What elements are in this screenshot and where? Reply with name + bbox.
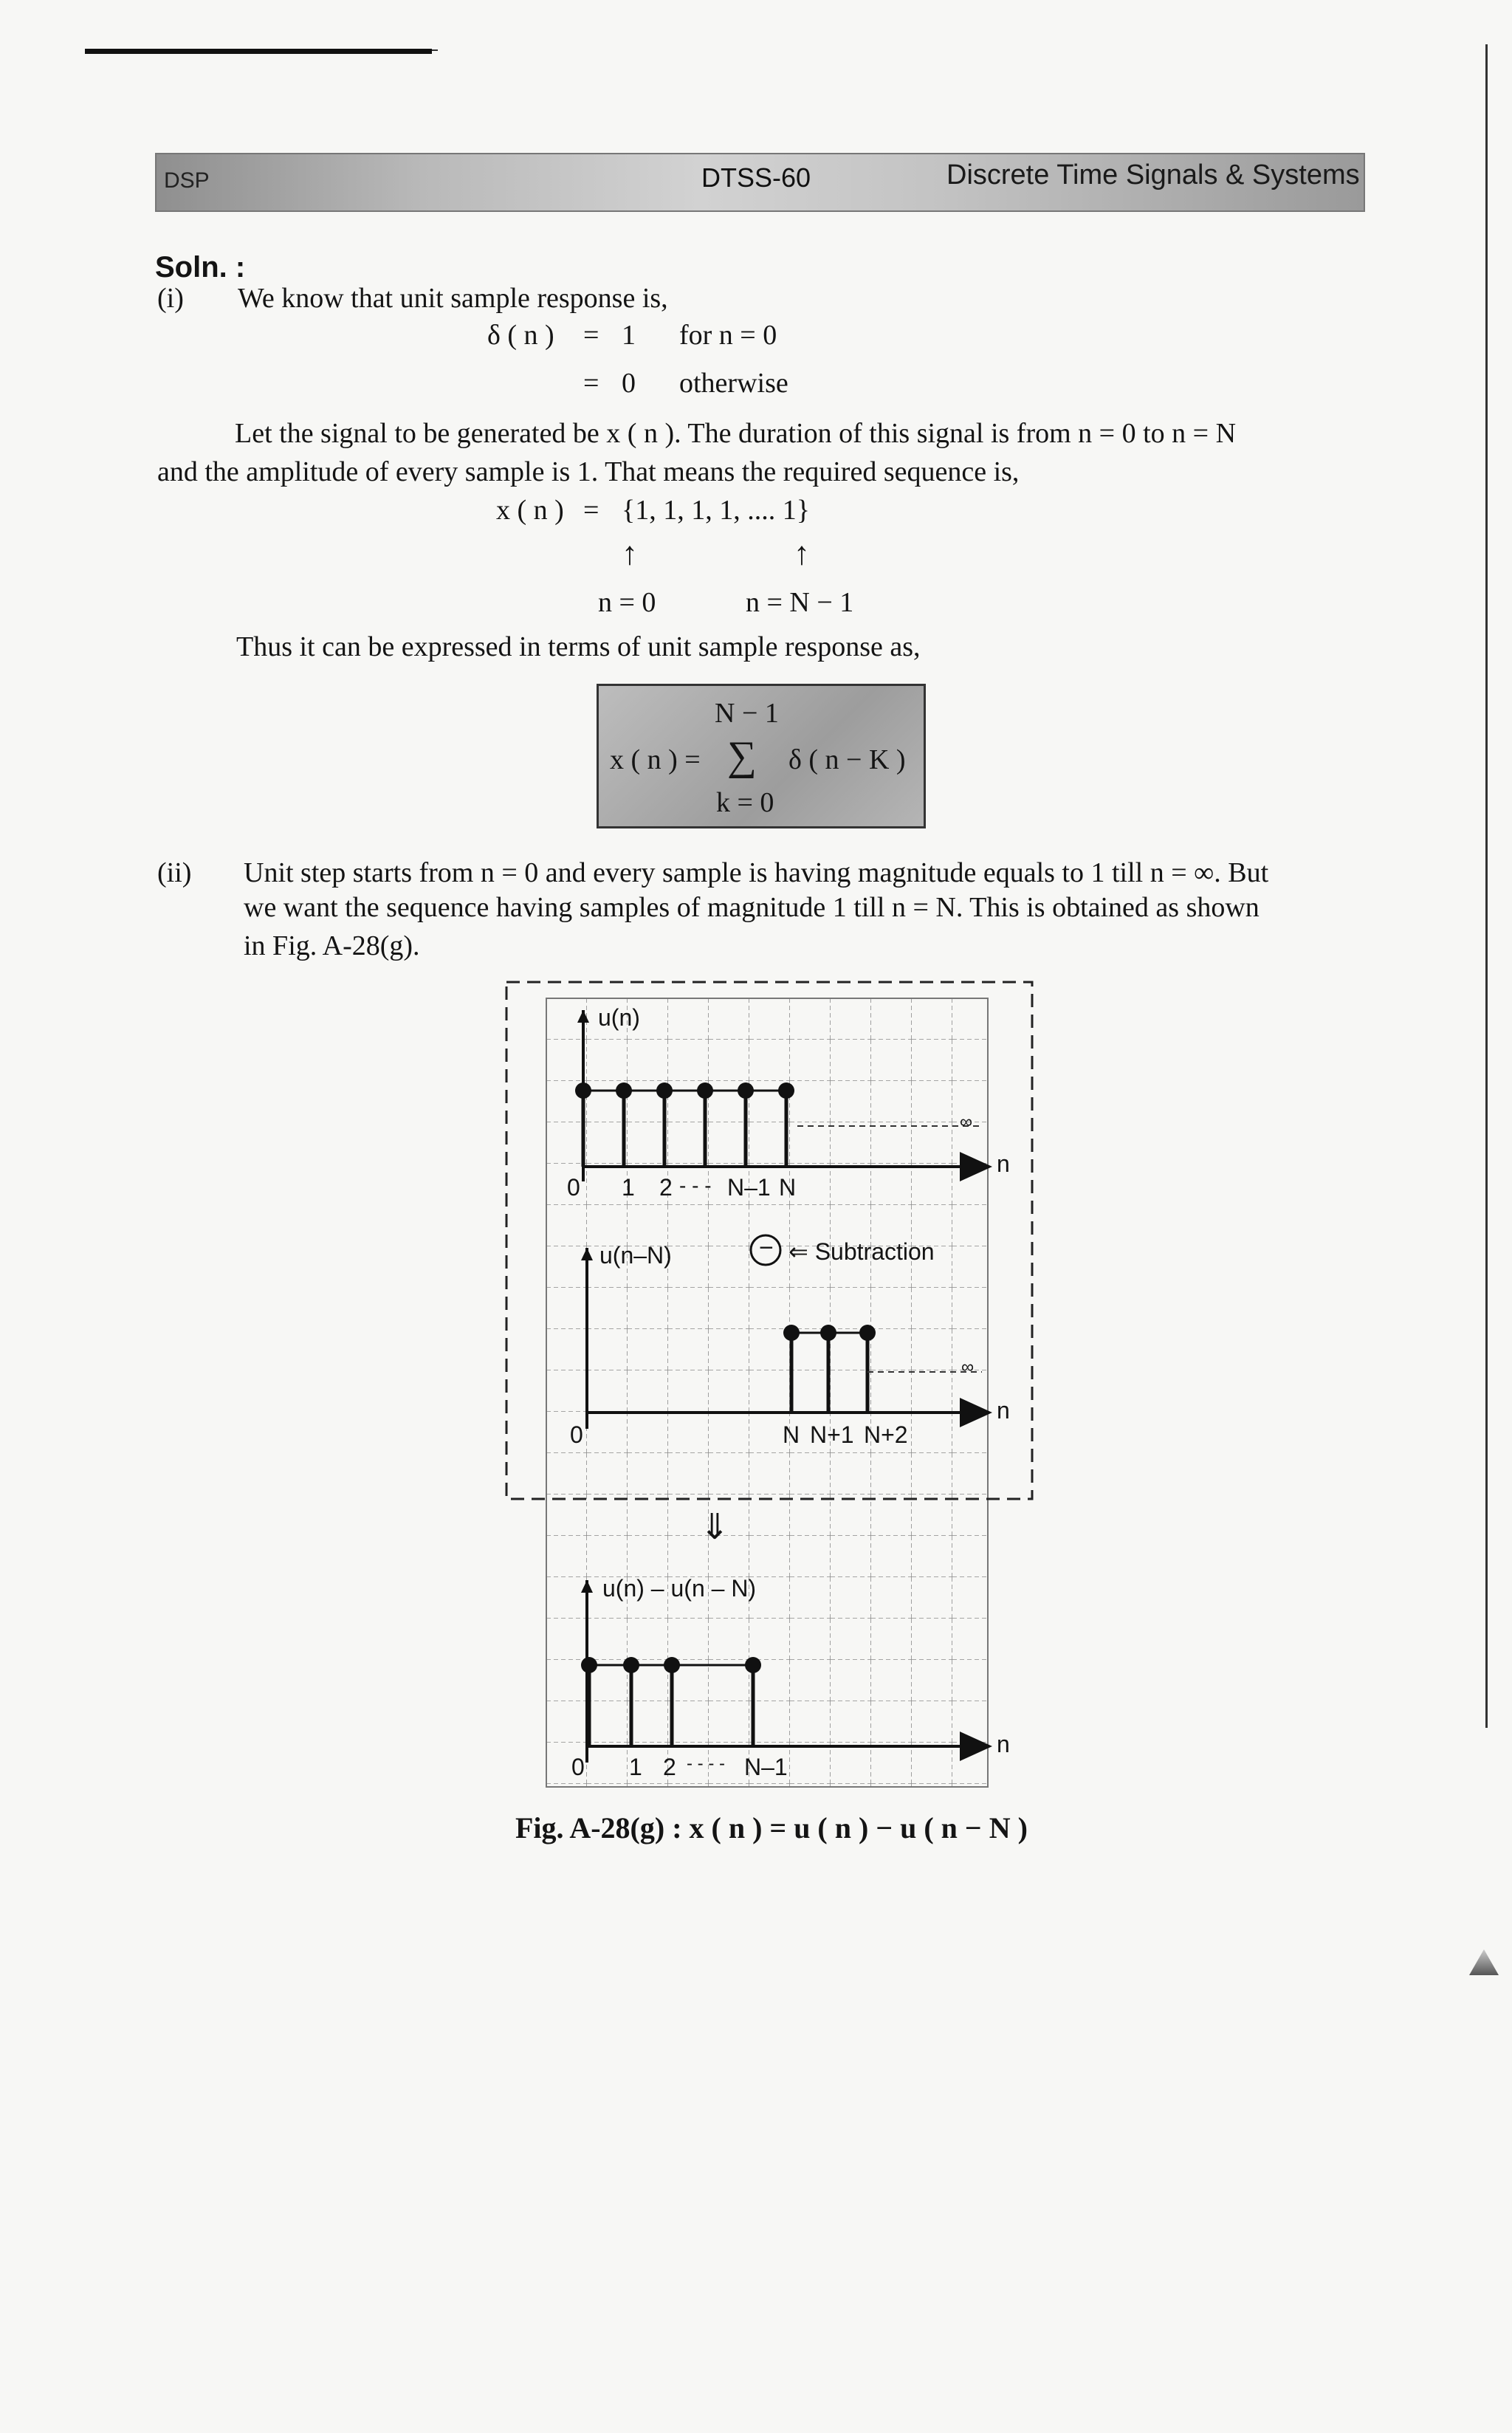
plot2-sample-dot-2	[859, 1325, 876, 1341]
plot1-sample-dot-2	[656, 1082, 673, 1099]
arrow-first-sample: ↑	[622, 535, 638, 572]
plot3-sample-dot-1	[623, 1657, 639, 1673]
plot3-tick-0: 0	[571, 1754, 585, 1780]
part2-line2: we want the sequence having samples of magnitude 1 till n = N. This is obtained as shown	[244, 892, 1260, 923]
plot3-tick-N-minus-1: N–1	[744, 1754, 788, 1780]
plot1-sample-dot-5	[778, 1082, 794, 1099]
plot2-sample-dot-1	[820, 1325, 836, 1341]
index-last-sample: n = N − 1	[746, 587, 854, 618]
plot3-sample-dot-2	[664, 1657, 680, 1673]
figure-grid	[546, 998, 988, 1787]
formula-term: δ ( n − K )	[788, 744, 906, 775]
plot2-tick-N-plus-2: N+2	[864, 1421, 908, 1448]
part1-para-line1: Let the signal to be generated be x ( n ). The duration of this signal is from n = 0 to n = N	[235, 418, 1237, 449]
plot1-xlabel: n	[997, 1150, 1010, 1177]
figure-caption: Fig. A-28(g) : x ( n ) = u ( n ) − u ( n − N )	[515, 1811, 1028, 1845]
plot2-xlabel: n	[997, 1397, 1010, 1424]
delta-eq2: =	[583, 368, 599, 399]
plot1-sample-dot-3	[697, 1082, 713, 1099]
plot1-tick-N: N	[779, 1174, 797, 1201]
plot1-ylabel: u(n)	[598, 1004, 640, 1031]
subtraction-operator-symbol: −	[759, 1234, 774, 1262]
plot2-infinity: ∞	[961, 1357, 975, 1377]
part1-label: (i)	[157, 283, 184, 314]
plot1-sample-dot-1	[616, 1082, 632, 1099]
delta-eq1: =	[583, 320, 599, 351]
header-left-text: DSP	[164, 168, 210, 193]
solution-heading: Soln. :	[155, 251, 246, 284]
plot1-sample-dot-4	[738, 1082, 754, 1099]
plot1-tick-0: 0	[567, 1174, 580, 1201]
delta-val2: 0	[622, 368, 636, 399]
sequence-eq: =	[583, 495, 599, 526]
part1-para-line2: and the amplitude of every sample is 1. That means the required sequence is,	[157, 456, 1020, 487]
plot2-sample-dot-0	[783, 1325, 800, 1341]
formula-lower-limit: k = 0	[716, 787, 774, 818]
subtraction-label: ⇐ Subtraction	[788, 1238, 935, 1265]
plot2-ylabel: u(n–N)	[599, 1242, 672, 1269]
plot1-tick-1: 1	[622, 1174, 635, 1201]
sequence-lhs: x ( n )	[496, 495, 564, 526]
part1-intro: We know that unit sample response is,	[238, 283, 668, 314]
plot2-tick-0: 0	[570, 1421, 583, 1448]
plot3-ylabel: u(n) – u(n – N)	[602, 1575, 757, 1602]
plot3-tick-dots: - - - -	[687, 1754, 725, 1774]
formula-sigma: ∑	[727, 733, 757, 779]
part2-label: (ii)	[157, 857, 192, 888]
plot3-xlabel: n	[997, 1731, 1010, 1757]
arrow-last-sample: ↑	[794, 535, 810, 572]
plot3-sample-dot-0	[581, 1657, 597, 1673]
formula-upper-limit: N − 1	[715, 698, 779, 729]
plot2-tick-N: N	[783, 1421, 800, 1448]
plot1-tick-N-minus-1: N–1	[727, 1174, 771, 1201]
plot2-tick-N-plus-1: N+1	[810, 1421, 854, 1448]
header-chapter-title: Discrete Time Signals & Systems	[946, 159, 1360, 191]
index-first-sample: n = 0	[598, 587, 656, 618]
header-page-code: DTSS-60	[701, 162, 811, 193]
delta-cond1: for n = 0	[679, 320, 777, 351]
sequence-rhs: {1, 1, 1, 1, .... 1}	[622, 495, 810, 526]
plot1-infinity: ∞	[960, 1112, 973, 1132]
result-arrow: ⇓	[700, 1506, 730, 1548]
plot3-tick-1: 1	[629, 1754, 642, 1780]
plot1-tick-2: 2	[659, 1174, 673, 1201]
delta-val1: 1	[622, 320, 636, 351]
formula-lhs: x ( n ) =	[610, 744, 701, 775]
plot3-sample-dot-3	[745, 1657, 761, 1673]
plot1-tick-dots: - - -	[679, 1174, 712, 1197]
delta-lhs: δ ( n )	[487, 320, 554, 351]
plot3-tick-2: 2	[663, 1754, 676, 1780]
part2-line3: in Fig. A-28(g).	[244, 930, 420, 961]
delta-cond2: otherwise	[679, 368, 788, 399]
part1-thus: Thus it can be expressed in terms of unit sample response as,	[236, 631, 921, 662]
part2-line1: Unit step starts from n = 0 and every sample is having magnitude equals to 1 till n = ∞. But	[244, 857, 1269, 888]
plot1-sample-dot-0	[575, 1082, 591, 1099]
